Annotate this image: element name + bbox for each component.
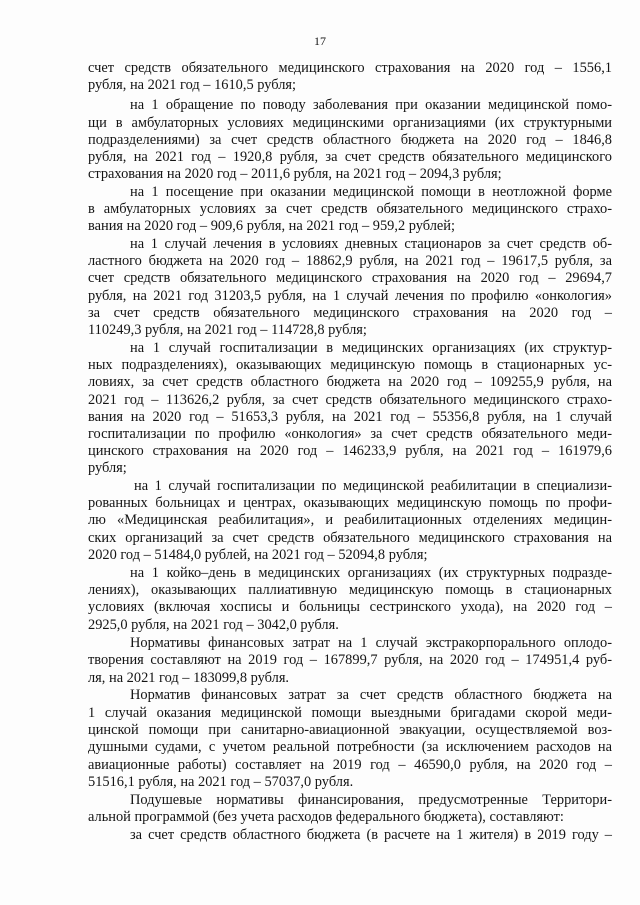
text-line: 110249,3 рубля, на 2021 год – 114728,8 рубля; — [88, 322, 367, 338]
text-line: авиационные работы) составляет на 2019 год – 46590,0 рубля, на 2020 год – — [88, 757, 612, 773]
text-line: 2020 год – 51484,0 рублей, на 2021 год – 52094,8 рубля; — [88, 547, 428, 563]
text-line: на 1 обращение по поводу заболевания при оказании медицинской помо- — [130, 97, 612, 113]
text-line: цинской помощи при санитарно-авиационной эвакуации, осуществляемой воз- — [88, 722, 612, 738]
text-line: условиях (включая хосписы и больницы сестринского ухода), на 2020 год – — [88, 599, 612, 615]
text-line: рубля, на 2021 год 31203,5 рубля, на 1 случай лечения по профилю «онкология» — [88, 288, 612, 304]
text-line: страхования на 2020 год – 2011,6 рубля, на 2021 год – 2094,3 рубля; — [88, 166, 502, 182]
text-line: лениях), оказывающих паллиативную медицинскую помощь в стационарных — [88, 582, 612, 598]
text-line: рубля; — [88, 460, 127, 476]
text-line: творения составляют на 2019 год – 167899,7 рубля, на 2020 год – 174951,4 руб- — [88, 652, 612, 668]
text-line: госпитализации по профилю «онкология» за счет средств обязательного меди- — [88, 426, 612, 442]
text-line: на 1 посещение при оказании медицинской помощи в неотложной форме — [130, 184, 612, 200]
text-line: Нормативы финансовых затрат на 1 случай экстракорпорального оплодо- — [130, 635, 612, 651]
text-line: 51516,1 рубля, на 2021 год – 57037,0 рубля. — [88, 774, 354, 790]
text-line: в амбулаторных условиях за счет средств обязательного медицинского страхо- — [88, 201, 612, 217]
text-line: ластного бюджета на 2020 год – 18862,9 рубля, на 2021 год – 19617,5 рубля, за — [88, 253, 612, 269]
text-line: за счет средств областного бюджета (в расчете на 1 жителя) в 2019 году – — [130, 827, 612, 843]
text-line: 2925,0 рубля, на 2021 год – 3042,0 рубля. — [88, 617, 339, 633]
text-line: рованных больницах и центрах, оказывающих медицинскую помощь по профи- — [88, 495, 612, 511]
text-line: на 1 случай госпитализации по медицинской реабилитации в специализи- — [134, 478, 612, 494]
text-line: вания на 2020 год – 909,6 рубля, на 2021 год – 959,2 рублей; — [88, 218, 455, 234]
text-line: рубля, на 2021 год – 1610,5 рубля; — [88, 77, 297, 93]
text-line: счет средств обязательного медицинского страхования на 2020 год – 1556,1 — [88, 60, 612, 76]
text-line: душными судами, с учетом реальной потребности (за исключением расходов на — [88, 739, 612, 755]
text-line: ных подразделениях), оказывающих медицинскую помощь в стационарных ус- — [88, 357, 612, 373]
text-line: щи в амбулаторных условиях медицинскими организациями (их структурными — [88, 115, 612, 131]
text-line: ловиях, за счет средств областного бюджета на 2020 год – 109255,9 рубля, на — [88, 374, 612, 390]
text-line: счет средств обязательного медицинского страхования на 2020 год – 29694,7 — [88, 270, 612, 286]
text-line: на 1 койко–день в медицинских организациях (их структурных подразде- — [130, 565, 612, 581]
text-line: на 1 случай госпитализации в медицинских организациях (их структур- — [130, 340, 612, 356]
text-line: вания на 2020 год – 51653,3 рубля, на 2021 год – 55356,8 рубля, на 1 случай — [88, 409, 612, 425]
text-line: ских организаций за счет средств обязательного медицинского страхования на — [88, 530, 612, 546]
page-number: 17 — [314, 34, 326, 48]
text-line: Подушевые нормативы финансирования, предусмотренные Территори- — [130, 792, 612, 808]
text-line: за счет средств обязательного медицинского страхования на 2020 год – — [88, 305, 612, 321]
text-line: цинского страхования на 2020 год – 146233,9 рубля, на 2021 год – 161979,6 — [88, 443, 612, 459]
text-line: ля, на 2021 год – 183099,8 рубля. — [88, 670, 290, 686]
text-line: лю «Медицинская реабилитация», и реабилитационных отделениях медицин- — [88, 512, 612, 528]
text-line: 1 случай оказания медицинской помощи выездными бригадами скорой меди- — [88, 705, 612, 721]
text-line: на 1 случай лечения в условиях дневных стационаров за счет средств об- — [130, 236, 612, 252]
text-line: подразделениями) за счет средств областного бюджета на 2020 год – 1846,8 — [88, 132, 612, 148]
text-line: Норматив финансовых затрат за счет средств областного бюджета на — [130, 687, 612, 703]
text-line: 2021 год – 113626,2 рубля, за счет средств обязательного медицинского страхо- — [88, 392, 612, 408]
text-line: альной программой (без учета расходов федерального бюджета), составляют: — [88, 809, 564, 825]
text-line: рубля, на 2021 год – 1920,8 рубля, за счет средств обязательного медицинского — [88, 149, 612, 165]
